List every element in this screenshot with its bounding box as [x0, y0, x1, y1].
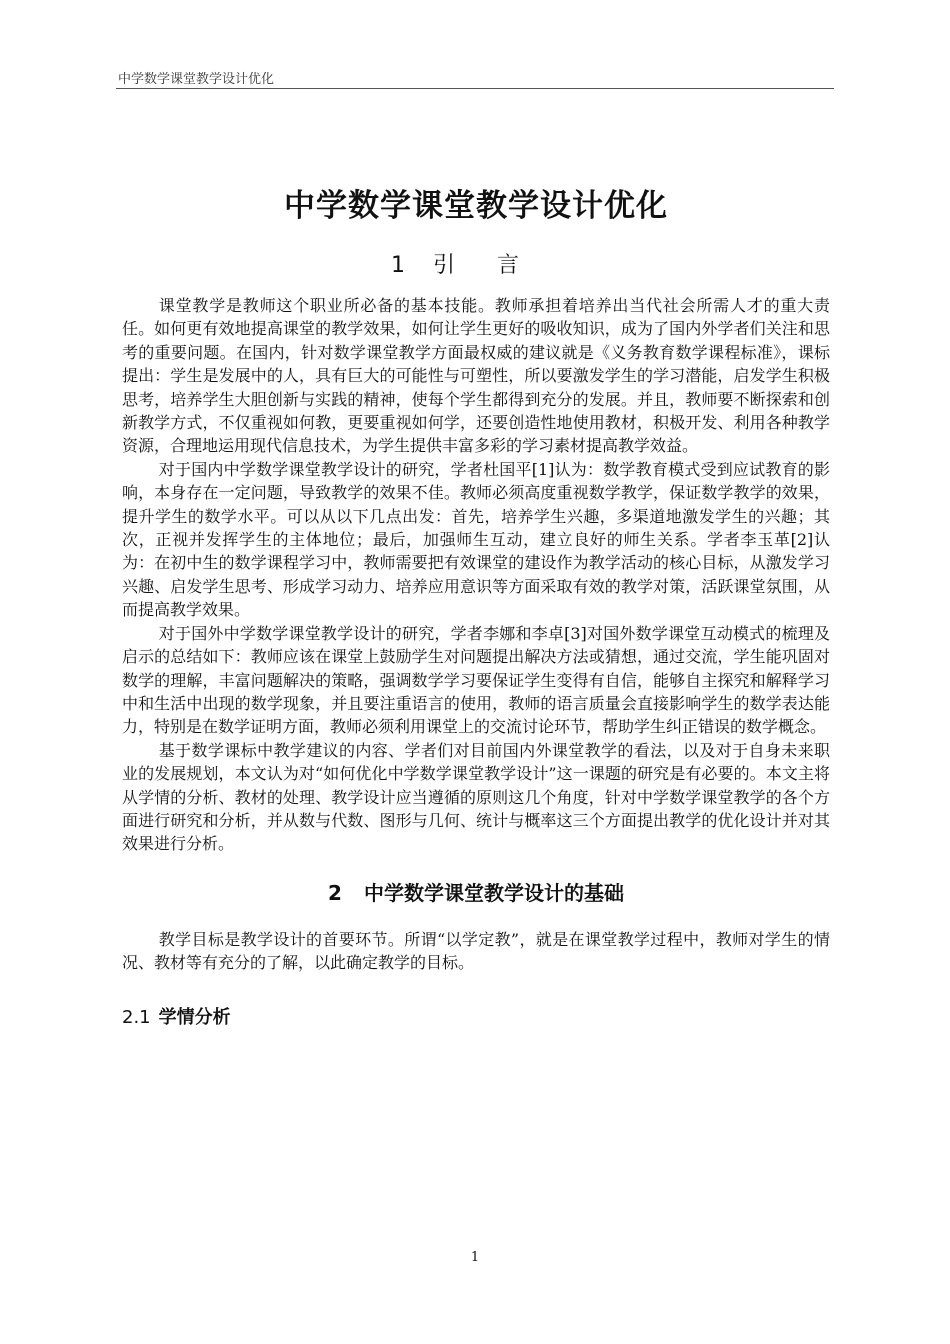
document-title: 中学数学课堂教学设计优化	[284, 188, 668, 224]
paragraph: 课堂教学是教师这个职业所必备的基本技能。教师承担着培养出当代社会所需人才的重大责任。如何更有效地提高课堂的教学效果，如何让学生更好的吸收知识，成为了国内外学者们关注和思考的重要问题。在国内，针对数学课堂教学方面最权威的建议就是《义务教育数学课程标准》，课标提出：学生是发展中的人，具有巨大的可能性与可塑性，所以要激发学生的学习潜能，启发学生积极思考，培养学生大胆创新与实践的精神，使每个学生都得到充分的发展。并且，教师要不断探索和创新教学方式，不仅重视如何教，更要重视如何学，还要创造性地使用教材，积极开发、利用各种教学资源，合理地运用现代信息技术，为学生提供丰富多彩的学习素材提高教学效益。	[122, 296, 830, 456]
section-2-number: 2	[328, 880, 342, 905]
subsection-title: 学情分析	[158, 1006, 231, 1028]
section-1-number: 1	[390, 253, 405, 278]
paragraph: 教学目标是教学设计的首要环节。所谓“以学定教”，就是在课堂教学过程中，教师对学生的情况、教材等有充分的了解，以此确定教学的目标。	[122, 929, 830, 973]
spacer	[122, 975, 830, 1003]
spacer	[122, 856, 830, 878]
section-2-title: 中学数学课堂教学设计的基础	[363, 880, 624, 905]
subsection-2-1-heading	[122, 1003, 830, 1033]
section-2-heading	[122, 878, 830, 908]
section-1-title: 引言	[432, 253, 561, 278]
section-1-heading	[122, 250, 830, 282]
running-header-title: 中学数学课堂教学设计优化	[118, 72, 275, 87]
paragraph: 对于国内中学数学课堂教学设计的研究，学者杜国平[1]认为：数学教育模式受到应试教育的影响，本身存在一定问题，导致教学的效果不佳。教师必须高度重视数学教学，保证数学教学的效果，提升学生的数学水平。可以从以下几点出发：首先，培养学生兴趣，多渠道地激发学生的兴趣；其次，正视并发挥学生的主体地位；最后，加强师生互动，建立良好的师生关系。学者李玉革[2]认为：在初中生的数学课程学习中，教师需要把有效课堂的建设作为教学活动的核心目标，从激发学习兴趣、启发学生思考、形成学习动力、培养应用意识等方面采取有效的教学对策，活跃课堂氛围，从而提高教学效果。	[122, 459, 830, 620]
subsection-number: 2.1	[122, 1006, 151, 1028]
paragraph: 基于数学课标中教学建议的内容、学者们对目前国内外课堂教学的看法，以及对于自身未来职业的发展规划，本文认为对“如何优化中学数学课堂教学设计”这一课题的研究是有必要的。本文主将从学情的分析、教材的处理、教学设计应当遵循的原则这几个角度，针对中学数学课堂教学的各个方面进行研究和分析，并从数与代数、图形与几何、统计与概率这三个方面提出教学的优化设计并对其效果进行分析。	[122, 740, 830, 854]
page-number: 1	[470, 1250, 480, 1265]
running-header	[116, 66, 834, 89]
document-body	[122, 184, 830, 1033]
paragraph: 对于国外中学数学课堂教学设计的研究，学者李娜和李卓[3]对国外数学课堂互动模式的梳理及启示的总结如下：教师应该在课堂上鼓励学生对问题提出解决方法或猜想，通过交流，学生能巩固对数学的理解，丰富问题解决的策略，强调数学学习要保证学生变得有自信，能够自主探究和解释学习中和生活中出现的数学现象，并且要注重语言的使用，教师的语言质量会直接影响学生的数学表达能力，特别是在数学证明方面，教师必须利用课堂上的交流讨论环节，帮助学生纠正错误的数学概念。	[122, 623, 830, 737]
spacer	[122, 908, 830, 928]
